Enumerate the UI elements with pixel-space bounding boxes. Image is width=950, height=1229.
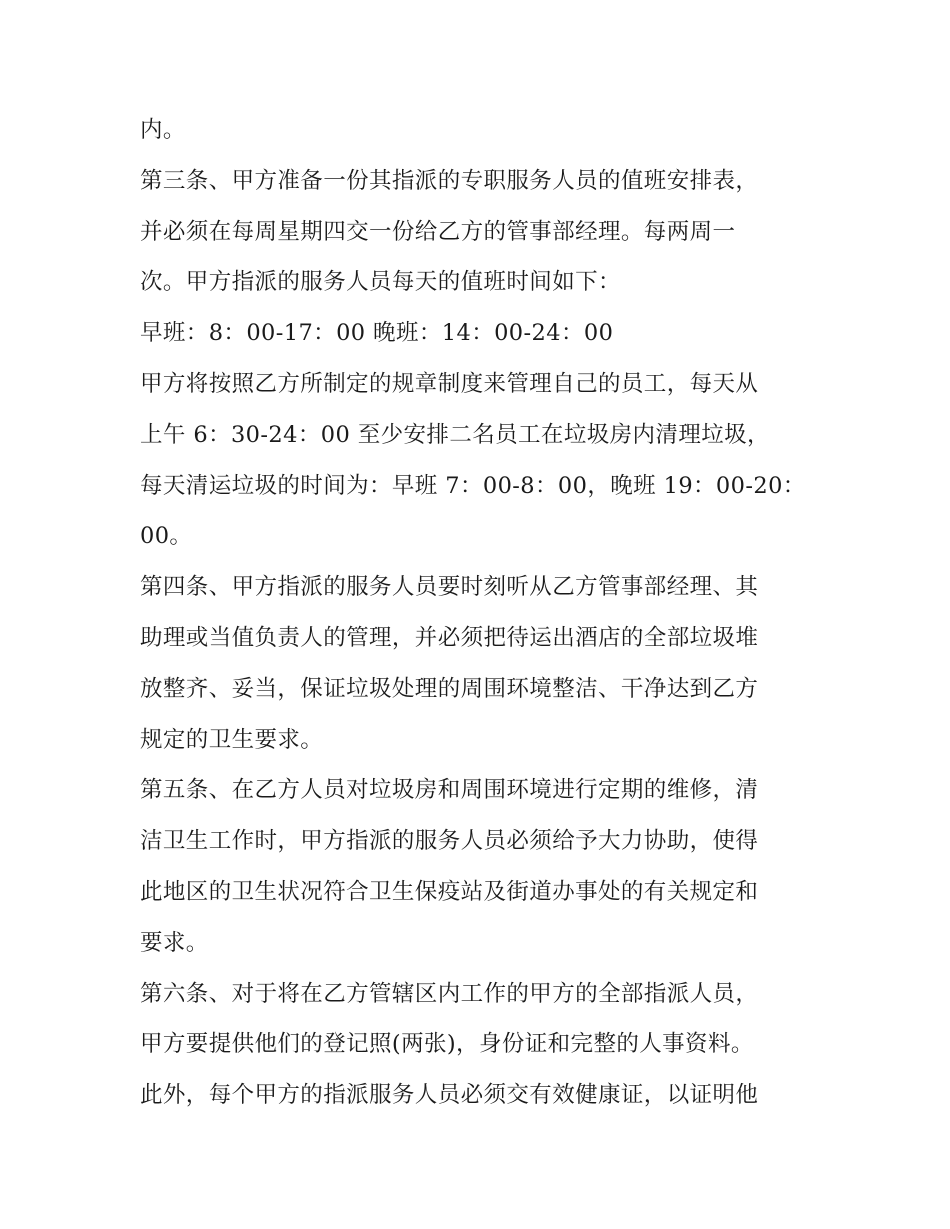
text-line: 此外，每个甲方的指派服务人员必须交有效健康证，以证明他 bbox=[140, 1082, 759, 1109]
text-line: 洁卫生工作时，甲方指派的服务人员必须给予大力协助，使得 bbox=[140, 828, 759, 855]
text-line: 上午 6：30-24：00 至少安排二名员工在垃圾房内清理垃圾， bbox=[140, 421, 770, 448]
text-line: 此地区的卫生状况符合卫生保疫站及街道办事处的有关规定和 bbox=[140, 878, 759, 905]
text-line: 助理或当值负责人的管理，并必须把待运出酒店的全部垃圾堆 bbox=[140, 624, 759, 651]
text-line: 甲方将按照乙方所制定的规章制度来管理自己的员工，每天从 bbox=[140, 370, 759, 397]
text-line: 规定的卫生要求。 bbox=[140, 726, 324, 753]
text-line: 要求。 bbox=[140, 929, 209, 956]
text-line: 第四条、甲方指派的服务人员要时刻听从乙方管事部经理、其 bbox=[140, 574, 759, 601]
text-line: 并必须在每周星期四交一份给乙方的管事部经理。每两周一 bbox=[140, 218, 736, 245]
text-line: 00。 bbox=[140, 523, 193, 550]
text-line: 内。 bbox=[140, 117, 186, 143]
text-line: 甲方要提供他们的登记照(两张)，身份证和完整的人事资料。 bbox=[140, 1031, 754, 1058]
text-line: 第五条、在乙方人员对垃圾房和周围环境进行定期的维修，清 bbox=[140, 777, 759, 804]
text-line: 第六条、对于将在乙方管辖区内工作的甲方的全部指派人员， bbox=[140, 980, 759, 1007]
text-line: 放整齐、妥当，保证垃圾处理的周围环境整洁、干净达到乙方 bbox=[140, 675, 759, 702]
text-line: 早班：8：00-17：00 晚班：14：00-24：00 bbox=[140, 320, 614, 347]
text-line: 每天清运垃圾的时间为：早班 7：00-8：00，晚班 19：00-20： bbox=[140, 472, 806, 499]
text-line: 第三条、甲方准备一份其指派的专职服务人员的值班安排表， bbox=[140, 167, 759, 194]
text-line: 次。甲方指派的服务人员每天的值班时间如下： bbox=[140, 269, 621, 296]
document-body bbox=[140, 105, 830, 1121]
